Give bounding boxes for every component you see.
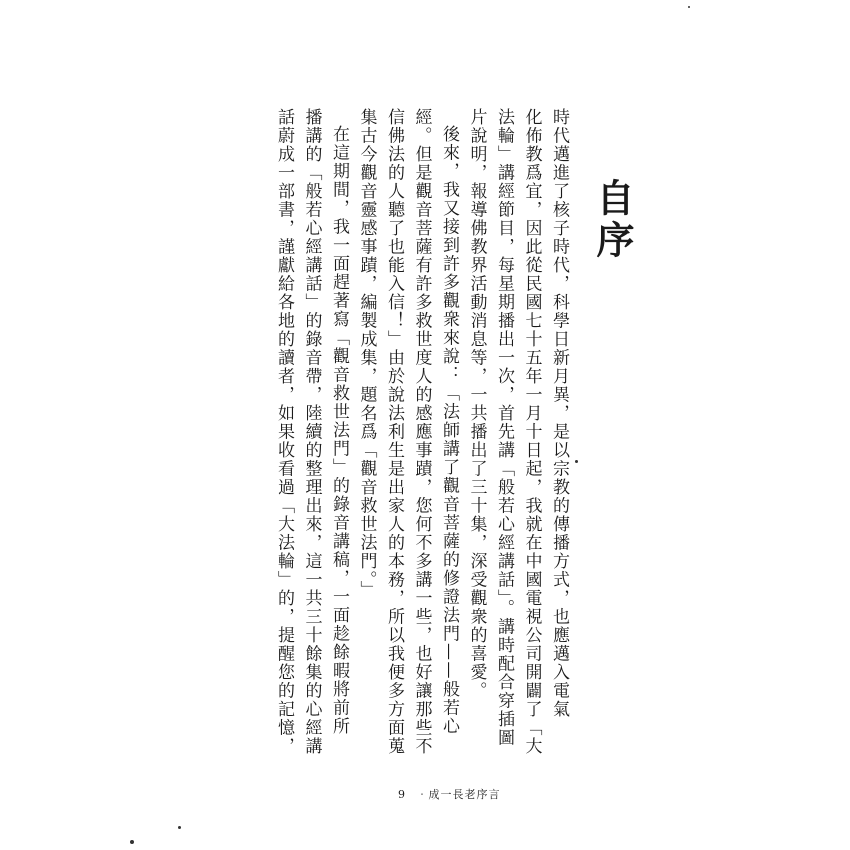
- text-column: 法輪」講經節目，每星期播出一次，首先講「般若心經講話」。講時配合穿插圖: [494, 108, 514, 747]
- text-column: 集古今觀音靈感事蹟，編製成集，題名爲「觀音救世法門。」: [356, 108, 377, 599]
- text-column: 經。但是觀音菩薩有許多救世度人的感應事蹟，您何不多講一些，也好讓那些不: [411, 108, 432, 756]
- text-column: 在這期間，我一面趕著寫「觀音救世法門」的錄音講稿，一面趁餘暇將前所: [329, 125, 349, 736]
- scan-speck: [178, 826, 181, 829]
- scan-speck: [688, 6, 690, 8]
- text-column: 片說明，報導佛教界活動消息等，一共播出了三十集，深受觀衆的喜愛。: [466, 108, 487, 700]
- text-column: 時代邁進了核子時代，科學日新月異，是以宗教的傳播方式，也應邁入電氣: [549, 108, 569, 719]
- page-footer: [398, 786, 501, 802]
- page-number: 9: [398, 788, 406, 801]
- scan-speck: [130, 840, 134, 844]
- scan-speck: [575, 460, 578, 463]
- text-column: 播講的「般若心經講話」的錄音帶，陸續的整理出來，這一共三十餘集的心經講: [301, 108, 322, 756]
- text-column: 後來，我又接到許多觀衆來說：「法師講了觀音菩薩的修證法門——般若心: [439, 125, 459, 736]
- preface-body: [270, 108, 573, 758]
- text-column: 信佛法的人聽了也能入信！」由於說法利生是出家人的本務，所以我便多方面蒐: [384, 108, 404, 756]
- text-column: 化佈教爲宜，因此從民國七十五年一月十日起，我就在中國電視公司開闢了「大: [521, 108, 542, 756]
- page-title: 自序: [590, 178, 635, 262]
- running-title: ‧成一長老序言: [416, 788, 501, 801]
- text-column: 話蔚成一部書，謹獻給各地的讀者，如果收看過「大法輪」的，提醒您的記憶，: [274, 108, 294, 756]
